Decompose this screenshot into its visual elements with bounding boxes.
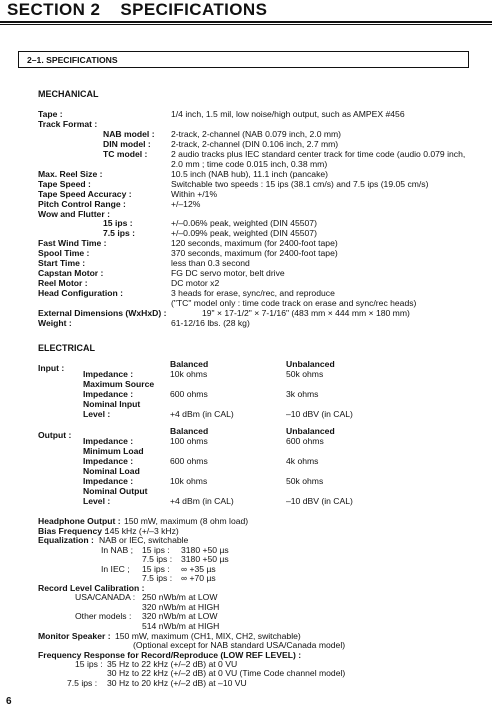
frequency-response-value: 30 Hz to 20 kHz (+/–2 dB) at –10 VU [107,678,247,688]
mechanical-value: less than 0.3 second [171,258,250,268]
header-rule-thick [0,21,492,23]
output-balanced-value: 100 ohms [170,436,208,446]
mechanical-value: Switchable two speeds : 15 ips (38.1 cm/s) and 7.5 ips (19.05 cm/s) [171,179,429,189]
frequency-response-value: 30 Hz to 22 kHz (+/–2 dB) at 0 VU (Time Code channel model) [107,668,346,678]
frequency-response-value: 35 Hz to 22 kHz (+/–2 dB) at 0 VU [107,659,238,669]
mechanical-value: 19" × 17-1/2" × 7-1/16" (483 mm × 444 mm × 180 mm) [202,308,410,318]
input-row-label: Maximum Source [83,379,155,389]
mechanical-label: Tape Speed : [38,179,91,189]
equalization-speed: 15 ips : [142,545,170,555]
mechanical-sublabel: 7.5 ips : [103,228,135,238]
mechanical-label: Capstan Motor : [38,268,104,278]
input-balanced-value: 600 ohms [170,389,208,399]
mechanical-value: Within +/1% [171,189,218,199]
mechanical-value: 120 seconds, maximum (for 2400-foot tape) [171,238,338,248]
equalization-value: NAB or IEC, switchable [99,535,189,545]
usa-canada-label: USA/CANADA : [75,592,136,602]
output-row-label: Impedance : [83,476,134,486]
record-calibration-value: 320 nWb/m at LOW [142,611,218,621]
headphone-output-label: Headphone Output : [38,516,121,526]
output-row-label: Nominal Output [83,486,148,496]
mechanical-sublabel: TC model : [103,149,148,159]
mechanical-value: 61-12/16 lbs. (28 kg) [171,318,250,328]
monitor-speaker-value: 150 mW, maximum (CH1, MIX, CH2, switchable) [115,631,301,641]
mechanical-value: 2.0 mm ; time code 0.015 inch, 0.38 mm) [171,159,328,169]
output-balanced-value: +4 dBm (in CAL) [170,496,234,506]
header-rule-thin [0,24,492,25]
mechanical-value: FG DC servo motor, belt drive [171,268,285,278]
output-unbalanced-value: 50k ohms [286,476,324,486]
page-title [7,0,267,20]
frequency-response-speed: 15 ips : [75,659,103,669]
mechanical-value: 2-track, 2-channel (NAB 0.079 inch, 2.0 mm) [171,129,342,139]
monitor-speaker-label: Monitor Speaker : [38,631,111,641]
mechanical-label: Head Configuration : [38,288,123,298]
bias-frequency-value: 145 kHz (+/–3 kHz) [105,526,179,536]
mechanical-label: Pitch Control Range : [38,199,126,209]
mechanical-sublabel: DIN model : [103,139,151,149]
section-number: SECTION 2 [7,0,101,19]
output-label: Output : [38,430,72,440]
output-balanced-heading: Balanced [170,426,209,436]
mechanical-label: Fast Wind Time : [38,238,107,248]
mechanical-sublabel: 15 ips : [103,218,133,228]
output-row-label: Nominal Load [83,466,140,476]
input-row-label: Impedance : [83,389,134,399]
mechanical-value: 1/4 inch, 1.5 mil, low noise/high output, such as AMPEX #456 [171,109,405,119]
equalization-value-row: 3180 +50 µs [181,554,229,564]
input-row-label: Impedance : [83,369,134,379]
equalization-nab-label: In NAB ; [101,545,133,555]
output-row-label: Minimum Load [83,446,144,456]
other-models-label: Other models : [75,611,132,621]
output-balanced-value: 10k ohms [170,476,208,486]
input-row-label: Level : [83,409,111,419]
input-label: Input : [38,363,65,373]
record-calibration-label: Record Level Calibration : [38,583,145,593]
output-row-label: Impedance : [83,456,134,466]
mechanical-label: Weight : [38,318,72,328]
record-calibration-value: 514 nWb/m at HIGH [142,621,220,631]
input-unbalanced-value: 3k ohms [286,389,319,399]
input-unbalanced-value: 50k ohms [286,369,324,379]
mechanical-value: 10.5 inch (NAB hub), 11.1 inch (pancake) [171,169,329,179]
equalization-speed: 7.5 ips : [142,573,173,583]
mechanical-label: Tape Speed Accuracy : [38,189,132,199]
mechanical-label: Wow and Flutter : [38,209,110,219]
equalization-value-row: ∞ +70 µs [181,573,216,583]
mechanical-value: +/–0.06% peak, weighted (DIN 45507) [171,218,317,228]
output-row-label: Impedance : [83,436,134,446]
mechanical-label: Spool Time : [38,248,90,258]
monitor-speaker-note: (Optional except for NAB standard USA/Canada model) [133,640,346,650]
output-unbalanced-value: –10 dBV (in CAL) [286,496,353,506]
mechanical-label: Max. Reel Size : [38,169,103,179]
input-balanced-heading: Balanced [170,359,209,369]
mechanical-value: 2 audio tracks plus IEC standard center track for time code (audio 0.079 inch, [171,149,466,159]
mechanical-value: +/–12% [171,199,201,209]
equalization-label: Equalization : [38,535,94,545]
mechanical-label: External Dimensions (WxHxD) : [38,308,167,318]
mechanical-value: +/–0.09% peak, weighted (DIN 45507) [171,228,317,238]
section-title: SPECIFICATIONS [120,0,268,19]
equalization-value-row: 3180 +50 µs [181,545,229,555]
bias-frequency-label: Bias Frequency : [38,526,108,536]
mechanical-label: Track Format : [38,119,98,129]
equalization-value-row: ∞ +35 µs [181,564,216,574]
equalization-iec-label: In IEC ; [101,564,130,574]
electrical-heading: ELECTRICAL [38,343,95,353]
mechanical-value: ("TC" model only : time code track on erase and sync/rec heads) [171,298,417,308]
equalization-speed: 7.5 ips : [142,554,173,564]
frequency-response-speed: 7.5 ips : [67,678,98,688]
output-balanced-value: 600 ohms [170,456,208,466]
headphone-output-value: 150 mW, maximum (8 ohm load) [124,516,249,526]
page-number: 6 [6,696,12,707]
output-unbalanced-value: 600 ohms [286,436,324,446]
mechanical-label: Reel Motor : [38,278,88,288]
mechanical-value: 2-track, 2-channel (DIN 0.106 inch, 2.7 mm) [171,139,339,149]
output-row-label: Level : [83,496,111,506]
subsection-title: 2–1. SPECIFICATIONS [27,55,118,65]
mechanical-label: Tape : [38,109,63,119]
input-row-label: Nominal Input [83,399,141,409]
equalization-speed: 15 ips : [142,564,170,574]
input-balanced-value: 10k ohms [170,369,208,379]
input-balanced-value: +4 dBm (in CAL) [170,409,234,419]
record-calibration-value: 250 nWb/m at LOW [142,592,218,602]
record-calibration-value: 320 nWb/m at HIGH [142,602,220,612]
mechanical-label: Start Time : [38,258,86,268]
mechanical-sublabel: NAB model : [103,129,155,139]
mechanical-value: 3 heads for erase, sync/rec, and reproduce [171,288,335,298]
mechanical-heading: MECHANICAL [38,89,99,99]
subsection-box [18,51,469,68]
input-unbalanced-value: –10 dBV (in CAL) [286,409,353,419]
input-unbalanced-heading: Unbalanced [286,359,335,369]
output-unbalanced-heading: Unbalanced [286,426,335,436]
mechanical-value: DC motor x2 [171,278,220,288]
frequency-response-label: Frequency Response for Record/Reproduce (LOW REF LEVEL) : [38,650,302,660]
mechanical-value: 370 seconds, maximum (for 2400-foot tape) [171,248,338,258]
output-unbalanced-value: 4k ohms [286,456,319,466]
